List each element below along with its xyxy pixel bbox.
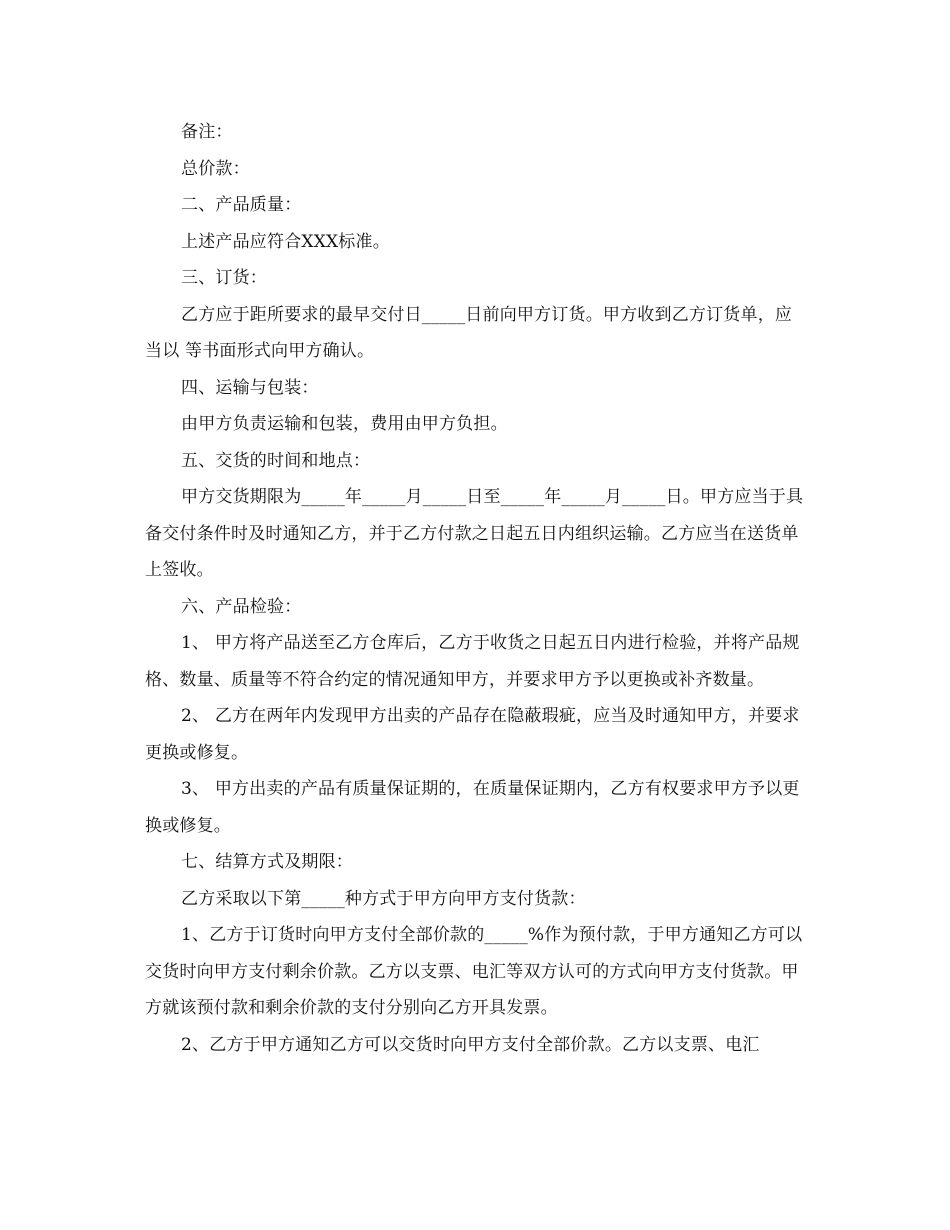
paragraph-transport-terms: 由甲方负责运输和包装，费用由甲方负担。 [181, 414, 508, 434]
paragraph-quality-standard: 上述产品应符合XXX标准。 [181, 231, 390, 252]
paragraph-settlement-1: 1、乙方于订货时向甲方支付全部价款的_____%作为预付款，于甲方通知乙方可以交货时向甲方支付剩余价款。乙方以支票、电汇等双方认可的方式向甲方支付货款。甲方就该预付款和剩余价款的支付分别向乙方开具发票。 [145, 925, 803, 1018]
heading-product-quality: 二、产品质量： [181, 195, 302, 215]
heading-settlement: 七、结算方式及期限： [181, 852, 353, 872]
heading-delivery-time-place: 五、交货的时间和地点： [181, 450, 371, 471]
paragraph-ordering-terms: 乙方应于距所要求的最早交付日_____日前向甲方订货。甲方收到乙方订货单，应当以 等书面形式向甲方确认。 [145, 304, 793, 361]
paragraph-settlement-2: 2、乙方于甲方通知乙方可以交货时向甲方支付全部价款。乙方以支票、电汇 [181, 1034, 760, 1055]
document-body [145, 114, 805, 1063]
paragraph-total-price: 总价款： [181, 158, 250, 179]
heading-transport-packaging: 四、运输与包装： [181, 377, 319, 398]
heading-product-inspection: 六、产品检验： [181, 596, 302, 617]
paragraph-inspection-2: 2、 乙方在两年内发现甲方出卖的产品存在隐蔽瑕疵，应当及时通知甲方，并要求更换或修复。 [145, 706, 800, 763]
heading-ordering: 三、订货： [181, 268, 267, 288]
paragraph-remark: 备注： [181, 122, 233, 142]
paragraph-delivery-terms: 甲方交货期限为_____年_____月_____日至_____年_____月_____日。甲方应当于具备交付条件时及时通知乙方，并于乙方付款之日起五日内组织运输。乙方应当在送货单上签收。 [145, 487, 804, 580]
paragraph-inspection-3: 3、 甲方出卖的产品有质量保证期的，在质量保证期内，乙方有权要求甲方予以更换或修复。 [145, 779, 800, 836]
paragraph-settlement-method: 乙方采取以下第_____种方式于甲方向甲方支付货款： [181, 888, 586, 909]
paragraph-inspection-1: 1、 甲方将产品送至乙方仓库后，乙方于收货之日起五日内进行检验，并将产品规格、数量、质量等不符合约定的情况通知甲方，并要求甲方予以更换或补齐数量。 [145, 633, 800, 690]
